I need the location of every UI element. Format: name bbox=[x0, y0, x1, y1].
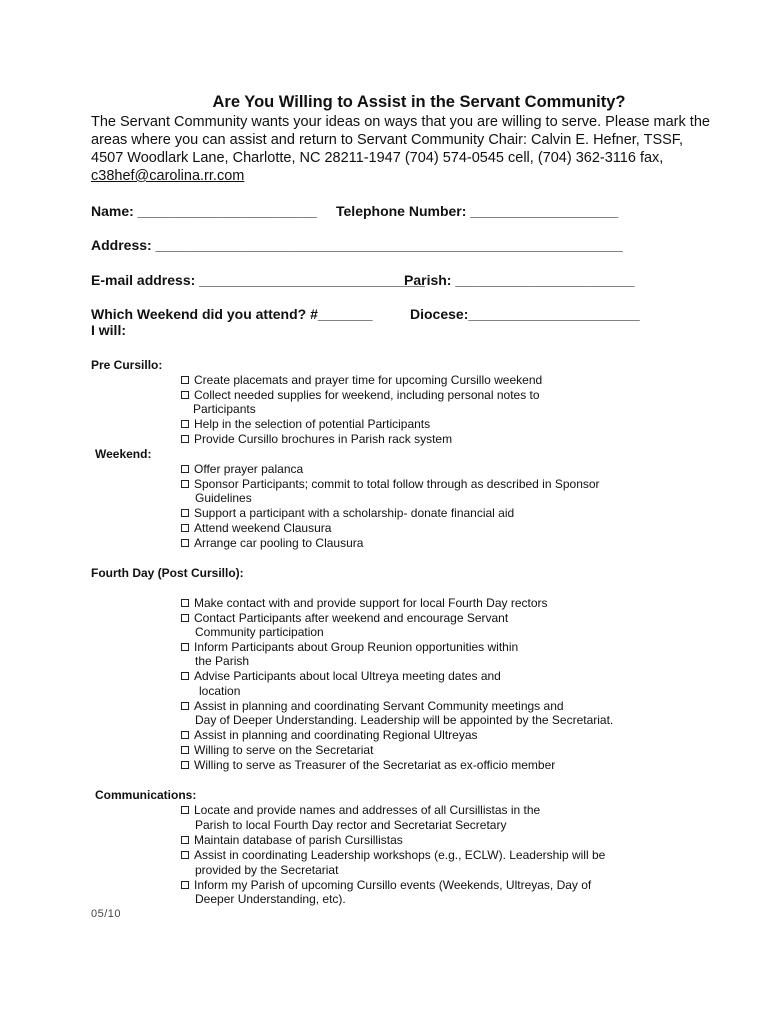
section-pre-cursillo: Pre Cursillo: bbox=[91, 358, 163, 372]
diocese-field[interactable]: Diocese:______________________ bbox=[410, 306, 640, 322]
checkbox-item[interactable]: Advise Participants about local Ultreya meeting dates and bbox=[181, 669, 501, 683]
checkbox-item[interactable]: Contact Participants after weekend and encourage Servant bbox=[181, 611, 508, 625]
checkbox-icon[interactable] bbox=[181, 746, 189, 754]
checkbox-icon[interactable] bbox=[181, 435, 189, 443]
checkbox-item[interactable]: Make contact with and provide support for local Fourth Day rectors bbox=[181, 596, 548, 610]
name-field[interactable]: Name: _______________________ bbox=[91, 203, 317, 219]
item-continuation: Participants bbox=[193, 402, 256, 416]
intro-line: The Servant Community wants your ideas on ways that you are willing to serve. Please mark the bbox=[91, 114, 710, 130]
checkbox-item[interactable]: Create placemats and prayer time for upcoming Cursillo weekend bbox=[181, 373, 542, 387]
section-communications: Communications: bbox=[95, 788, 197, 802]
parish-field[interactable]: Parish: _______________________ bbox=[404, 272, 635, 288]
checkbox-item[interactable]: Help in the selection of potential Participants bbox=[181, 417, 430, 431]
intro-line: areas where you can assist and return to Servant Community Chair: Calvin E. Hefner, TSSF, bbox=[91, 132, 684, 148]
checkbox-icon[interactable] bbox=[181, 599, 189, 607]
chair-email-link[interactable]: c38hef@carolina.rr.com bbox=[91, 168, 245, 184]
checkbox-item[interactable]: Provide Cursillo brochures in Parish rack system bbox=[181, 432, 452, 446]
checkbox-icon[interactable] bbox=[181, 391, 189, 399]
item-continuation: Guidelines bbox=[195, 491, 252, 505]
intro-line: 4507 Woodlark Lane, Charlotte, NC 28211-1947 (704) 574-0545 cell, (704) 362-3116 fax, bbox=[91, 150, 664, 166]
checkbox-icon[interactable] bbox=[181, 702, 189, 710]
checkbox-icon[interactable] bbox=[181, 420, 189, 428]
checkbox-icon[interactable] bbox=[181, 731, 189, 739]
i-will-label: I will: bbox=[91, 322, 126, 338]
checkbox-item[interactable]: Collect needed supplies for weekend, including personal notes to bbox=[181, 388, 540, 402]
checkbox-icon[interactable] bbox=[181, 836, 189, 844]
item-continuation: Deeper Understanding, etc). bbox=[195, 892, 346, 906]
checkbox-item[interactable]: Willing to serve on the Secretariat bbox=[181, 743, 373, 757]
checkbox-item[interactable]: Attend weekend Clausura bbox=[181, 521, 331, 535]
checkbox-item[interactable]: Assist in coordinating Leadership workshops (e.g., ECLW). Leadership will be bbox=[181, 848, 605, 862]
checkbox-item[interactable]: Support a participant with a scholarship- donate financial aid bbox=[181, 506, 514, 520]
checkbox-item[interactable]: Maintain database of parish Cursillistas bbox=[181, 833, 403, 847]
telephone-field[interactable]: Telephone Number: ___________________ bbox=[336, 203, 619, 219]
checkbox-item[interactable]: Assist in planning and coordinating Regional Ultreyas bbox=[181, 728, 478, 742]
checkbox-icon[interactable] bbox=[181, 881, 189, 889]
checkbox-icon[interactable] bbox=[181, 672, 189, 680]
address-field[interactable]: Address: ____________________________________________________________ bbox=[91, 237, 623, 253]
section-fourth-day: Fourth Day (Post Cursillo): bbox=[91, 566, 244, 580]
section-weekend: Weekend: bbox=[95, 447, 152, 461]
email-field[interactable]: E-mail address: _____________________________ bbox=[91, 272, 425, 288]
item-continuation: Parish to local Fourth Day rector and Secretariat Secretary bbox=[195, 818, 507, 832]
checkbox-item[interactable]: Inform my Parish of upcoming Cursillo events (Weekends, Ultreyas, Day of bbox=[181, 878, 591, 892]
item-continuation: location bbox=[199, 684, 241, 698]
footer-date: 05/10 bbox=[91, 908, 122, 920]
checkbox-icon[interactable] bbox=[181, 524, 189, 532]
item-continuation: the Parish bbox=[195, 654, 250, 668]
checkbox-item[interactable]: Offer prayer palanca bbox=[181, 462, 303, 476]
item-continuation: Community participation bbox=[195, 625, 324, 639]
checkbox-icon[interactable] bbox=[181, 376, 189, 384]
checkbox-icon[interactable] bbox=[181, 509, 189, 517]
checkbox-item[interactable]: Locate and provide names and addresses of all Cursillistas in the bbox=[181, 803, 540, 817]
checkbox-icon[interactable] bbox=[181, 761, 189, 769]
page-title: Are You Willing to Assist in the Servant Community? bbox=[212, 93, 626, 111]
checkbox-icon[interactable] bbox=[181, 539, 189, 547]
checkbox-item[interactable]: Inform Participants about Group Reunion opportunities within bbox=[181, 640, 518, 654]
checkbox-icon[interactable] bbox=[181, 851, 189, 859]
checkbox-icon[interactable] bbox=[181, 614, 189, 622]
checkbox-item[interactable]: Arrange car pooling to Clausura bbox=[181, 536, 363, 550]
checkbox-item[interactable]: Assist in planning and coordinating Servant Community meetings and bbox=[181, 699, 564, 713]
checkbox-item[interactable]: Willing to serve as Treasurer of the Secretariat as ex-officio member bbox=[181, 758, 555, 772]
item-continuation: provided by the Secretariat bbox=[195, 863, 339, 877]
weekend-attended-field[interactable]: Which Weekend did you attend? #_______ bbox=[91, 306, 373, 322]
checkbox-item[interactable]: Sponsor Participants; commit to total follow through as described in Sponsor bbox=[181, 477, 600, 491]
checkbox-icon[interactable] bbox=[181, 806, 189, 814]
item-continuation: Day of Deeper Understanding. Leadership will be appointed by the Secretariat. bbox=[195, 713, 614, 727]
checkbox-icon[interactable] bbox=[181, 465, 189, 473]
checkbox-icon[interactable] bbox=[181, 643, 189, 651]
checkbox-icon[interactable] bbox=[181, 480, 189, 488]
